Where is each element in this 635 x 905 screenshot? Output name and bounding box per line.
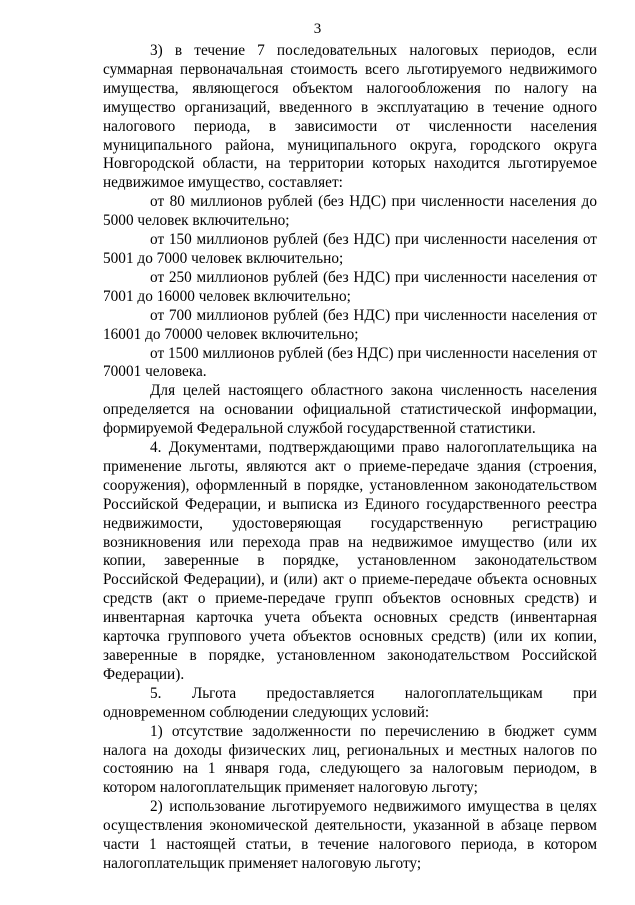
- paragraph-condition-1: 1) отсутствие задолженности по перечислению в бюджет сумм налога на доходы физических лиц, региональных и местных налогов по состоянию на 1 января года, следующего за налоговым периодом, в котором налогоплательщик применяет налоговую льготу;: [103, 722, 597, 797]
- paragraph-threshold-80m: от 80 миллионов рублей (без НДС) при численности населения до 5000 человек включительно;: [103, 193, 597, 230]
- paragraph-item-3-threshold-intro: 3) в течение 7 последовательных налоговых периодов, если суммарная первоначальная стоимость всего льготируемого недвижимого имущества, являющегося объектом налогообложения по налогу на имущество организаций, введенного в эксплуатацию в течение одного налогового периода, в зависимости от численности населения муниципального района, муниципального округа, городского округа Новгородской области, на территории которых находится льготируемое недвижимое имущество, составляет:: [103, 42, 597, 192]
- paragraph-population-definition: Для целей настоящего областного закона численность населения определяется на основании официальной статистической информации, формируемой Федеральной службой государственной статистики.: [103, 382, 597, 438]
- paragraph-threshold-250m: от 250 миллионов рублей (без НДС) при численности населения от 7001 до 16000 человек включительно;: [103, 268, 597, 305]
- paragraph-condition-2: 2) использование льготируемого недвижимого имущества в целях осуществления экономической деятельности, указанной в абзаце первом части 1 настоящей статьи, в течение налогового периода, в котором налогоплательщик применяет налоговую льготу;: [103, 798, 597, 872]
- paragraph-section-4-documents: 4. Документами, подтверждающими право налогоплательщика на применение льготы, являются акт о приеме-передаче здания (строения, сооружения), оформленный в порядке, установленном законодательством Российской Федерации, и выписка из Единого государственного реестра недвижимости, удостоверяющая государственную регистрацию возникновения или перехода прав на недвижимое имущество (или их копии, заверенные в порядке, установленном законодательством Российской Федерации), и (или) акт о приеме-передаче объекта основных средств (акт о приеме-передаче групп объектов основных средств) и инвентарная карточка учета объекта основных средств (инвентарная карточка группового учета объектов основных средств) (или их копии, заверенные в порядке, установленном законодательством Российской Федерации).: [103, 439, 597, 683]
- paragraph-threshold-150m: от 150 миллионов рублей (без НДС) при численности населения от 5001 до 7000 человек включительно;: [103, 231, 597, 267]
- page-number: 3: [313, 21, 322, 37]
- document-body: [103, 42, 597, 874]
- paragraph-section-5-conditions: 5. Льгота предоставляется налогоплательщикам при одновременном соблюдении следующих условий:: [103, 684, 597, 721]
- paragraph-threshold-700m: от 700 миллионов рублей (без НДС) при численности населения от 16001 до 70000 человек включительно;: [103, 306, 597, 343]
- paragraph-threshold-1500m: от 1500 миллионов рублей (без НДС) при численности населения от 70001 человека.: [103, 344, 597, 381]
